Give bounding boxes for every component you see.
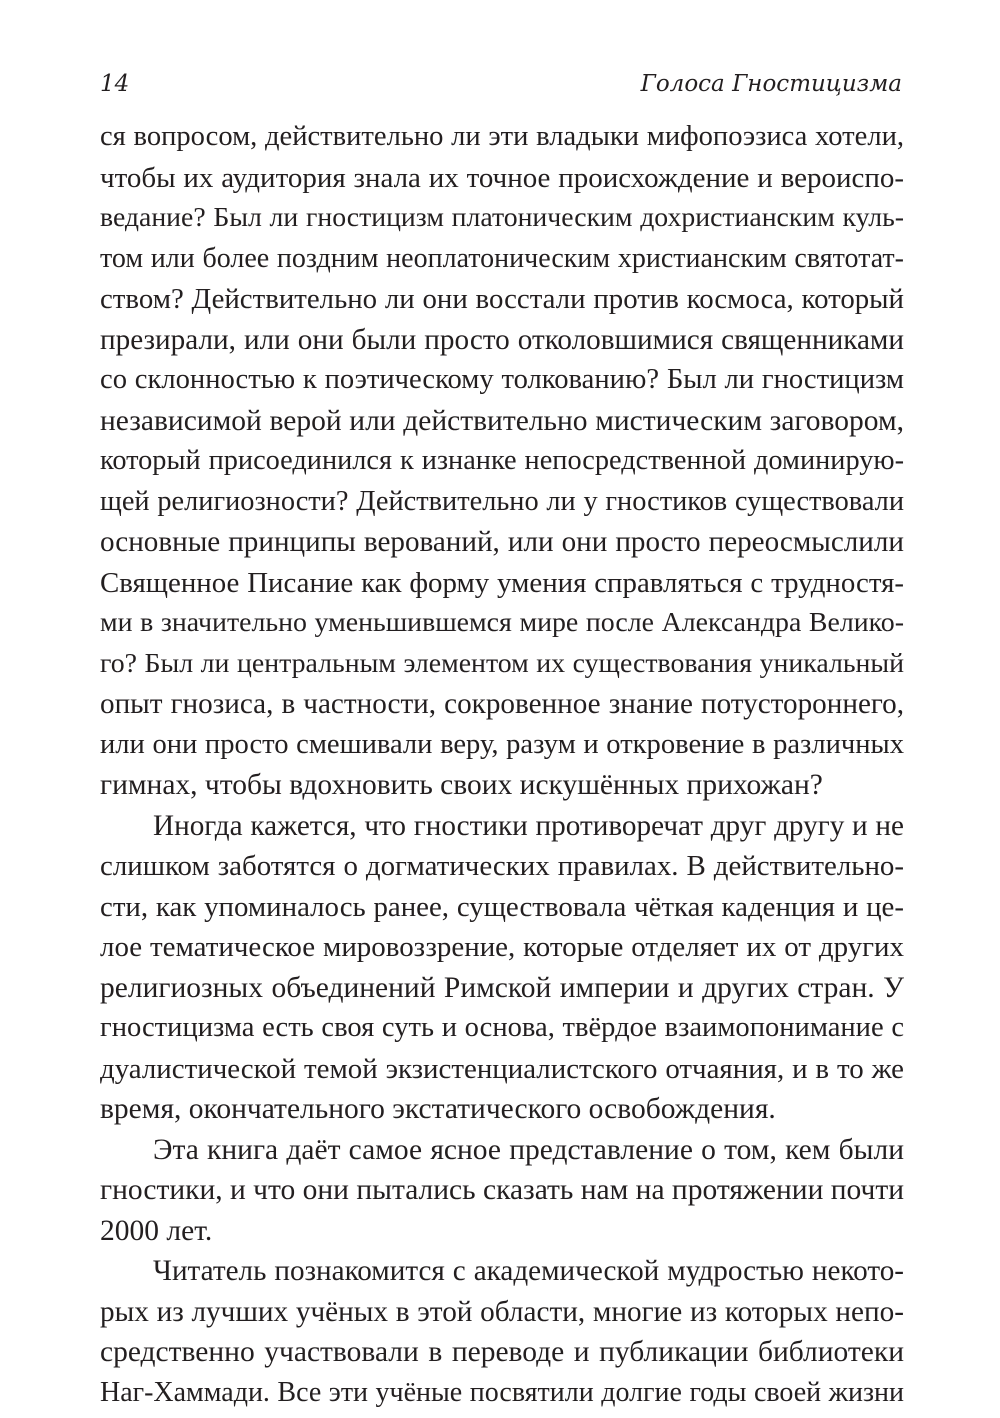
text-line: дуалистической темой экзистенциалистского отчаяния, и в то же xyxy=(100,1052,904,1085)
running-head xyxy=(100,64,902,104)
text-line: который присоединился к изнанке непосредственной доминирую- xyxy=(100,445,904,476)
text-line: Эта книга даёт самое ясное представление о том, кем были xyxy=(153,1133,904,1166)
text-line: время, окончательного экстатического освобождения. xyxy=(100,1093,776,1125)
text-line: го? Был ли центральным элементом их существования уникальный xyxy=(100,647,904,679)
text-line: презирали, или они были просто отколовшимися священниками xyxy=(100,323,904,356)
paragraph xyxy=(100,806,904,1130)
text-line: основные принципы верований, или они просто переосмыслили xyxy=(100,526,904,558)
text-line: щей религиозности? Действительно ли у гностиков существовали xyxy=(100,485,904,517)
text-line: Иногда кажется, что гностики противоречат друг другу и не xyxy=(153,809,904,842)
book-title: Голоса Гностицизма xyxy=(640,71,902,97)
text-line: ся вопросом, действительно ли эти владыки мифопоэзиса хотели, xyxy=(100,121,904,152)
text-line: гностики, и что они пытались сказать нам на протяжении почти xyxy=(100,1174,905,1206)
text-line: со склонностью к поэтическому толкованию? Был ли гностицизм xyxy=(100,364,904,395)
text-line: ством? Действительно ли они восстали против космоса, который xyxy=(100,283,904,315)
text-line: опыт гнозиса, в частности, сокровенное знание потустороннего, xyxy=(100,688,904,720)
text-line: гностицизма есть своя суть и основа, твёрдое взаимопонимание с xyxy=(100,1012,904,1043)
text-line: слишком заботятся о догматических правилах. В действительно- xyxy=(100,850,904,882)
text-line: гимнах, чтобы вдохновить своих искушённых прихожан? xyxy=(100,769,823,801)
text-line: 2000 лет. xyxy=(100,1214,213,1247)
body-text xyxy=(100,117,904,1413)
text-line: рых из лучших учёных в этой области, многие из которых непо- xyxy=(100,1295,904,1328)
paragraph xyxy=(100,1130,904,1252)
page-number: 14 xyxy=(100,71,130,97)
paragraph xyxy=(100,1251,904,1413)
text-line: или они просто смешивали веру, разум и откровение в различных xyxy=(100,728,904,760)
text-line: Священное Писание как форму умения справляться с трудностя- xyxy=(100,566,904,599)
text-line: том или более поздним неоплатоническим христианским святотат- xyxy=(100,242,904,274)
text-line: лое тематическое мировоззрение, которые отделяет их от других xyxy=(100,931,904,963)
text-line: религиозных объединений Римской империи и других стран. У xyxy=(100,971,904,1004)
text-line: сти, как упоминалось ранее, существовала чёткая каденция и це- xyxy=(100,890,904,923)
text-line: ми в значительно уменьшившемся мире после Александра Велико- xyxy=(100,607,904,638)
text-line: независимой верой или действительно мистическим заговором, xyxy=(100,404,904,437)
text-line: Наг-Хаммади. Все эти учёные посвятили долгие годы своей жизни xyxy=(100,1376,904,1408)
text-line: Читатель познакомится с академической мудростью некото- xyxy=(153,1255,904,1287)
text-line: средственно участвовали в переводе и публикации библиотеки xyxy=(100,1336,904,1368)
text-line: ведание? Был ли гностицизм платоническим дохристианским куль- xyxy=(100,202,904,233)
paragraph xyxy=(100,117,904,806)
text-line: чтобы их аудитория знала их точное происхождение и вероиспо- xyxy=(100,161,904,194)
